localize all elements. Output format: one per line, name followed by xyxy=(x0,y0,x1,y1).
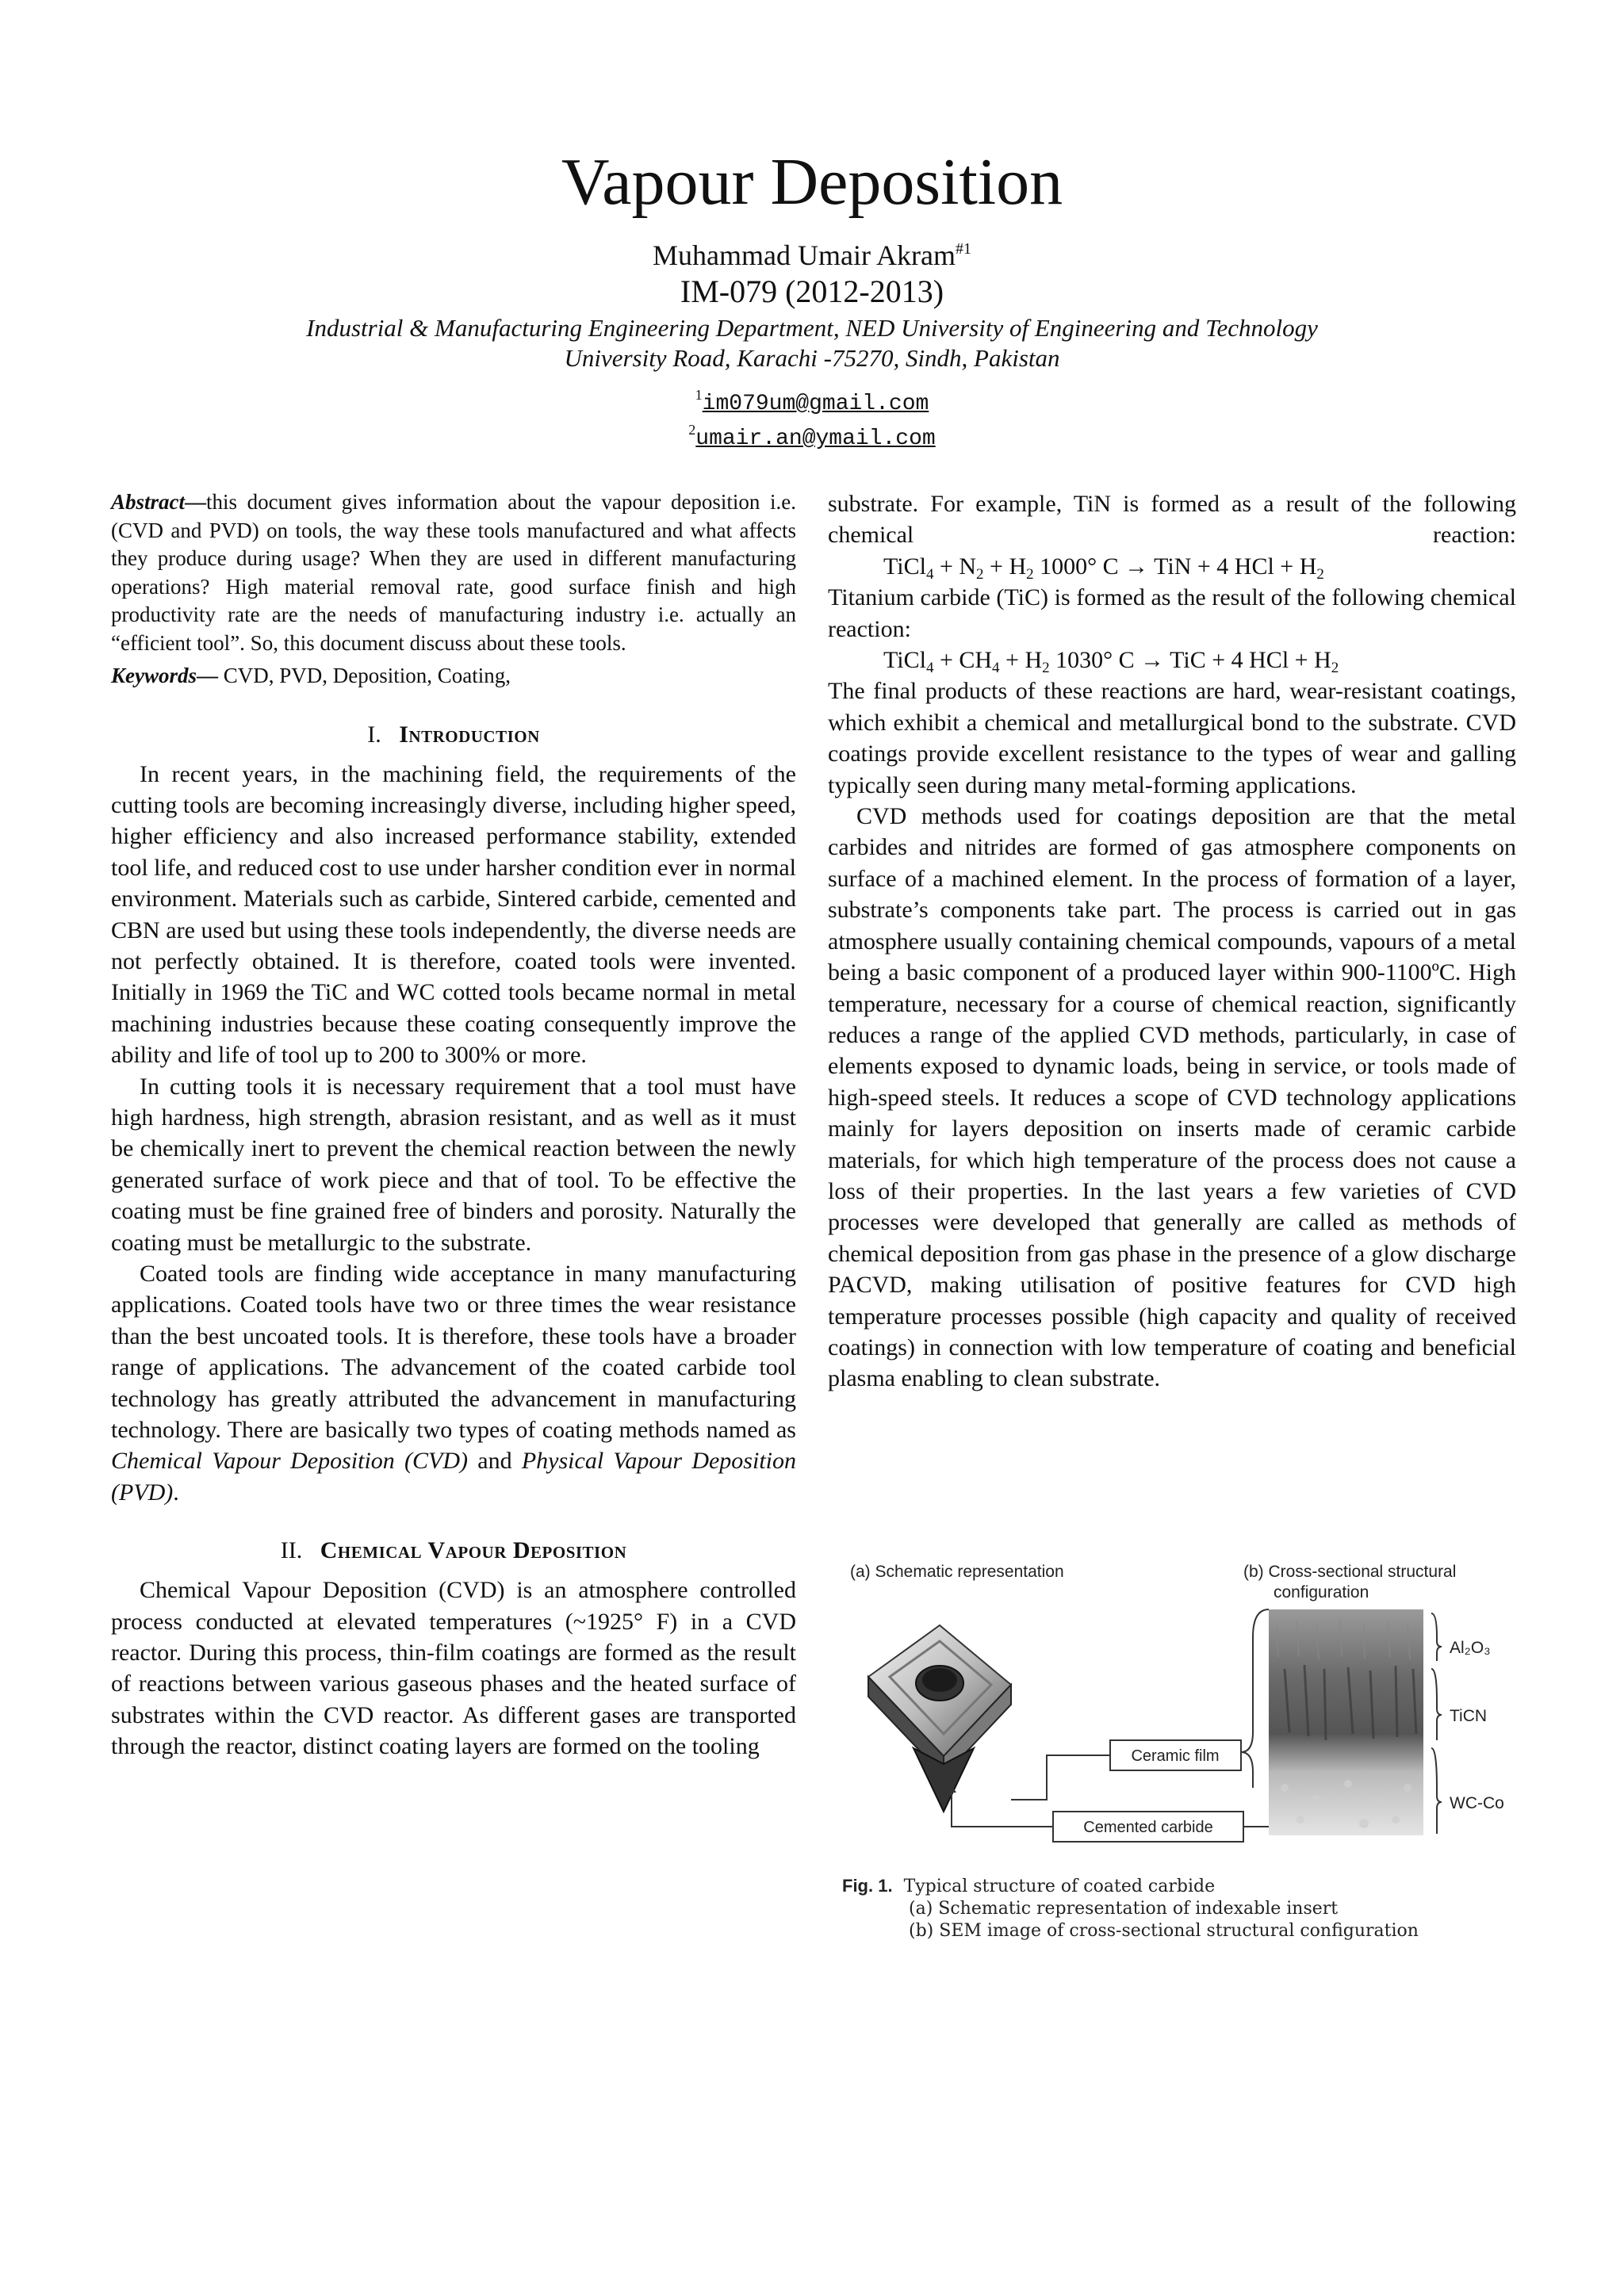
abstract xyxy=(111,488,796,657)
cvd-paragraph-1: Chemical Vapour Deposition (CVD) is an atmosphere controlled process conducted at elevated temperatures (~1925° F) in a CVD reactor. During this process, thin-film coatings are formed as the result of reactions between various gaseous phases and the heated surface of substrates within the CVD reactor. As different gases are transported through the reactor, distinct coating layers are formed on the tooling xyxy=(111,1577,796,1760)
layer-al2o3-label: Al₂O₃ xyxy=(1450,1639,1491,1657)
and-text: and xyxy=(468,1448,522,1475)
eq1-part: + H xyxy=(983,553,1027,580)
eq2-sub: 2 xyxy=(1042,660,1050,677)
email-link-1[interactable]: im079um@gmail.com xyxy=(702,392,929,416)
eq2-part: 1030° C → TiC + 4 HCl + H xyxy=(1049,647,1331,674)
section-2-heading xyxy=(111,1535,796,1567)
caption-title-line xyxy=(842,1875,1524,1898)
address: University Road, Karachi -75270, Sindh, Pakistan xyxy=(564,344,1060,372)
figure-illustration xyxy=(841,1550,1522,1875)
section-1-numeral: I. xyxy=(367,721,381,748)
intro-paragraph-1: In recent years, in the machining field, the requirements of the cutting tools are becoming increasingly diverse, including higher speed, higher efficiency and also increased performance stability, extended tool life, and reduced cost to use under harsher condition ever in normal environment. Materials such as carbide, Sintered carbide, cemented and CBN are used but using these tools independently, the diverse needs are not perfectly obtained. It is therefore, coated tools were invented. Initially in 1969 the TiC and WC cotted tools became normal in metal machining industries because these coating consequently improve the ability and life of tool up to 200 to 300% or more. xyxy=(111,760,796,1069)
author-line xyxy=(0,232,1624,273)
cemented-carbide-label: Cemented carbide xyxy=(1083,1819,1213,1836)
right-paragraph-2: Titanium carbide (TiC) is formed as the result of the following chemical reaction: xyxy=(828,584,1516,642)
section-1-title: Introduction xyxy=(399,721,540,748)
ceramic-film-label: Ceramic film xyxy=(1131,1747,1220,1765)
brace-wcco xyxy=(1431,1748,1442,1834)
eq1-sub: 2 xyxy=(976,565,984,583)
author-mark: #1 xyxy=(955,240,971,258)
abstract-label: Abstract xyxy=(111,490,186,514)
eq1-sub: 2 xyxy=(1316,565,1324,583)
keywords-label: Keywords xyxy=(111,664,197,687)
section-2-numeral: II. xyxy=(280,1537,303,1564)
brace-ticn xyxy=(1431,1669,1442,1740)
panel-b-label-line1: (b) Cross-sectional structural xyxy=(1243,1563,1457,1581)
right-column xyxy=(828,488,1516,1395)
eq1-sub: 2 xyxy=(1026,565,1034,583)
eq2-sub: 2 xyxy=(1331,660,1339,677)
intro-paragraph-2: In cutting tools it is necessary requirement that a tool must have high hardness, high strength, abrasion resistant, and as well as it must be chemically inert to prevent the chemical reaction between the newly generated surface of work piece and that of tool. To be effective the coating must be fine grained free of binders and porosity. Naturally the coating must be metallurgic to the substrate. xyxy=(111,1073,796,1256)
intro-p3-end: . xyxy=(173,1479,179,1506)
department: Industrial & Manufacturing Engineering Department, NED University of Engineering and Technology xyxy=(306,314,1318,342)
caption-number: Fig. 1. xyxy=(842,1876,893,1896)
left-column xyxy=(111,488,796,1762)
keywords xyxy=(111,662,796,691)
keywords-text: CVD, PVD, Deposition, Coating, xyxy=(218,664,511,687)
equation-tic xyxy=(828,645,1516,675)
insert-icon xyxy=(868,1625,1011,1812)
ceramic-leader-line xyxy=(1011,1755,1110,1800)
layer-ticn-label: TiCN xyxy=(1450,1707,1488,1725)
layer-wcco-label: WC-Co xyxy=(1450,1794,1504,1812)
eq2-part: TiCl xyxy=(883,647,926,674)
email-2-mark: 2 xyxy=(688,422,696,438)
eq1-sub: 4 xyxy=(925,565,934,583)
roll-number: IM-079 (2012-2013) xyxy=(680,274,944,309)
intro-paragraph-3 xyxy=(111,1258,796,1508)
eq1-part: 1000° C → TiN + 4 HCl + H xyxy=(1033,553,1317,580)
eq2-sub: 4 xyxy=(925,660,934,677)
abstract-dash: — xyxy=(185,490,207,514)
right-paragraph-1: substrate. For example, TiN is formed as a result of the following chemical reaction: xyxy=(828,491,1516,549)
brace-al2o3 xyxy=(1431,1613,1442,1661)
panel-a-label: (a) Schematic representation xyxy=(850,1563,1064,1581)
email-1-mark: 1 xyxy=(695,387,703,403)
cvd-term: Chemical Vapour Deposition (CVD) xyxy=(111,1448,469,1475)
caption-a: (a) Schematic representation of indexable insert xyxy=(909,1899,1339,1919)
eq2-part: + H xyxy=(999,647,1043,674)
intro-p3-text: Coated tools are finding wide acceptance in many manufacturing applications. Coated tools have two or three times the wear resistance than the best uncoated tools. It is therefore, these tools have a broader range of applications. The advancement of the coated carbide tool technology has greatly attributed the advancement in manufacturing technology. There are basically two types of coating methods named as xyxy=(111,1261,796,1444)
cemented-leader-line xyxy=(952,1788,1053,1827)
pvd-term: Physical Vapour Deposition (PVD) xyxy=(111,1448,796,1506)
section-1-heading xyxy=(111,719,796,751)
brace-ceramic xyxy=(1241,1609,1269,1788)
section-2-title: Chemical Vapour Deposition xyxy=(320,1537,627,1564)
email-line-2 xyxy=(0,414,1624,455)
right-paragraph-3: The final products of these reactions are hard, wear-resistant coatings, which exhibit a chemical and metallurgical bond to the substrate. CVD coatings provide excellent resistance to the types of wear and galling typically seen during many metal-forming applications. xyxy=(828,678,1516,798)
sem-image xyxy=(1269,1609,1423,1835)
email-link-2[interactable]: umair.an@ymail.com xyxy=(695,427,936,451)
author-name: Muhammad Umair Akram xyxy=(653,239,956,271)
eq2-sub: 4 xyxy=(992,660,1000,677)
paper-title: Vapour Deposition xyxy=(561,145,1063,219)
caption-title: Typical structure of coated carbide xyxy=(903,1877,1216,1896)
right-paragraph-4: CVD methods used for coatings deposition are that the metal carbides and nitrides are formed of gas atmosphere components on surface of a machined element. In the process of formation of a layer, substrate’s components take part. The process is carried out in gas atmosphere usually containing chemical compounds, vapours of a metal being a basic component of a produced layer within 900-1100ºC. High temperature, necessary for a course of chemical reaction, significantly reduces a range of the applied CVD methods, particularly, in case of elements exposed to dynamic loads, being in service, or tools made of high-speed steels. It reduces a scope of CVD technology applications mainly for layers deposition on inserts made of ceramic carbide materials, for which high temperature of the process does not cause a loss of their properties. In the last years a few varieties of CVD processes were developed that generally are called as methods of chemical deposition from gas phase in the presence of a glow discharge PACVD, making utilisation of positive features for CVD high temperature processes possible (high capacity and quality of received coatings) in connection with low temperature of coating and beneficial plasma enabling to clean substrate. xyxy=(828,803,1516,1392)
eq1-part: + N xyxy=(933,553,977,580)
equation-tin xyxy=(828,551,1516,582)
caption-b: (b) SEM image of cross-sectional structural configuration xyxy=(909,1921,1419,1941)
abstract-text: this document gives information about the vapour deposition i.e. (CVD and PVD) on tools, the way these tools manufactured and what affects they produce during usage? When they are used in different manufacturing operations? High material removal rate, good surface finish and high productivity rate are the needs of manufacturing industry i.e. actually an “efficient tool”. So, this document discuss about these tools. xyxy=(111,490,796,655)
figure-caption xyxy=(842,1875,1524,1942)
keywords-dash: — xyxy=(197,664,218,687)
eq1-part: TiCl xyxy=(883,553,926,580)
figure-1 xyxy=(841,1550,1522,1962)
eq2-part: + CH xyxy=(933,647,993,674)
panel-b-label-line2: configuration xyxy=(1274,1583,1369,1601)
